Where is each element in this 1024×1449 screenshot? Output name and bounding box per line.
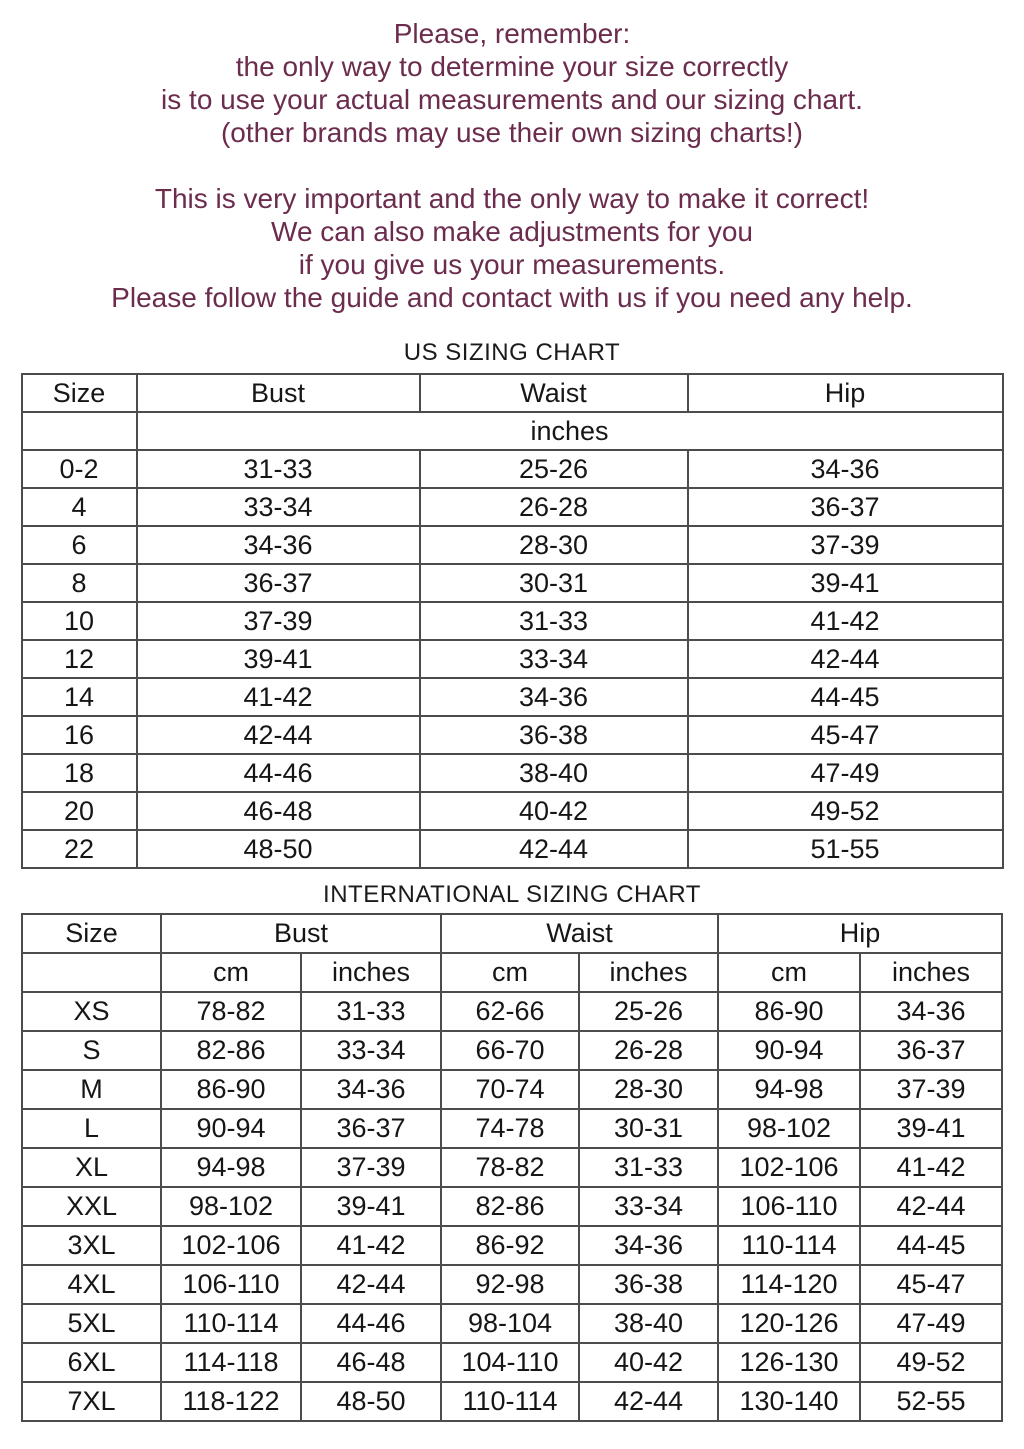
table-cell: 82-86 xyxy=(161,1031,301,1070)
table-row xyxy=(22,450,1003,488)
table-cell: 34-36 xyxy=(137,526,420,564)
table-cell: 5XL xyxy=(22,1304,161,1343)
us-units-label: inches xyxy=(137,412,1003,450)
table-cell: 104-110 xyxy=(441,1343,579,1382)
table-cell: 41-42 xyxy=(301,1226,441,1265)
us-table-body xyxy=(22,450,1003,868)
table-cell: 40-42 xyxy=(420,792,688,830)
table-cell: 4XL xyxy=(22,1265,161,1304)
table-cell: 78-82 xyxy=(161,992,301,1031)
table-cell: 44-45 xyxy=(860,1226,1002,1265)
intro-line: (other brands may use their own sizing charts!) xyxy=(220,117,804,148)
table-cell: 126-130 xyxy=(718,1343,860,1382)
table-row xyxy=(22,640,1003,678)
table-cell: 48-50 xyxy=(301,1382,441,1421)
table-cell: 51-55 xyxy=(688,830,1003,868)
us-table-units-row xyxy=(22,412,1003,450)
table-cell: 39-41 xyxy=(688,564,1003,602)
table-cell: 90-94 xyxy=(161,1109,301,1148)
table-cell: XL xyxy=(22,1148,161,1187)
table-cell: 31-33 xyxy=(579,1148,718,1187)
table-cell: 42-44 xyxy=(420,830,688,868)
table-row xyxy=(22,678,1003,716)
table-cell: 28-30 xyxy=(579,1070,718,1109)
table-cell: 86-90 xyxy=(718,992,860,1031)
table-cell: S xyxy=(22,1031,161,1070)
table-cell: 44-46 xyxy=(137,754,420,792)
table-cell: 47-49 xyxy=(860,1304,1002,1343)
table-cell: 6 xyxy=(22,526,137,564)
table-cell: 106-110 xyxy=(161,1265,301,1304)
intl-table-header-row xyxy=(22,914,1002,953)
intl-subheader-waist-cm: cm xyxy=(441,953,579,992)
table-cell: 90-94 xyxy=(718,1031,860,1070)
intro-line: the only way to determine your size correctly xyxy=(235,51,789,82)
table-cell: 25-26 xyxy=(420,450,688,488)
table-row xyxy=(22,602,1003,640)
table-cell: 94-98 xyxy=(161,1148,301,1187)
table-cell: 34-36 xyxy=(579,1226,718,1265)
table-cell: 39-41 xyxy=(301,1187,441,1226)
us-sizing-table xyxy=(21,373,1004,869)
table-cell: 26-28 xyxy=(420,488,688,526)
intro-paragraph-1 xyxy=(0,17,1024,149)
us-header-size: Size xyxy=(22,374,137,412)
table-cell: 31-33 xyxy=(301,992,441,1031)
table-row xyxy=(22,754,1003,792)
intl-subheader-hip-inches: inches xyxy=(860,953,1002,992)
table-cell: 130-140 xyxy=(718,1382,860,1421)
table-cell: 28-30 xyxy=(420,526,688,564)
table-cell: 37-39 xyxy=(688,526,1003,564)
us-table-header-row xyxy=(22,374,1003,412)
intl-table-subheader-row xyxy=(22,953,1002,992)
empty-cell xyxy=(22,412,137,450)
table-cell: 52-55 xyxy=(860,1382,1002,1421)
table-cell: 120-126 xyxy=(718,1304,860,1343)
table-cell: 74-78 xyxy=(441,1109,579,1148)
table-cell: 42-44 xyxy=(688,640,1003,678)
table-cell: 102-106 xyxy=(161,1226,301,1265)
table-row xyxy=(22,1187,1002,1226)
table-cell: 36-37 xyxy=(301,1109,441,1148)
intro-text xyxy=(0,17,1024,314)
table-cell: 41-42 xyxy=(137,678,420,716)
table-cell: 40-42 xyxy=(579,1343,718,1382)
us-header-waist: Waist xyxy=(420,374,688,412)
table-cell: 22 xyxy=(22,830,137,868)
table-cell: 30-31 xyxy=(579,1109,718,1148)
table-cell: 94-98 xyxy=(718,1070,860,1109)
table-row xyxy=(22,792,1003,830)
table-cell: 49-52 xyxy=(688,792,1003,830)
table-cell: 38-40 xyxy=(420,754,688,792)
intro-line: is to use your actual measurements and our sizing chart. xyxy=(161,84,863,115)
table-cell: 110-114 xyxy=(161,1304,301,1343)
table-cell: 86-92 xyxy=(441,1226,579,1265)
table-cell: 12 xyxy=(22,640,137,678)
table-cell: 86-90 xyxy=(161,1070,301,1109)
table-cell: 102-106 xyxy=(718,1148,860,1187)
table-cell: 114-118 xyxy=(161,1343,301,1382)
table-cell: 25-26 xyxy=(579,992,718,1031)
table-cell: 36-37 xyxy=(137,564,420,602)
table-cell: 8 xyxy=(22,564,137,602)
table-cell: 78-82 xyxy=(441,1148,579,1187)
intro-line: Please follow the guide and contact with us if you need any help. xyxy=(111,282,913,313)
table-cell: 110-114 xyxy=(441,1382,579,1421)
table-cell: 98-102 xyxy=(718,1109,860,1148)
table-cell: 45-47 xyxy=(688,716,1003,754)
table-cell: 37-39 xyxy=(301,1148,441,1187)
intl-chart-title: INTERNATIONAL SIZING CHART xyxy=(323,881,701,908)
empty-cell xyxy=(22,953,161,992)
us-header-hip: Hip xyxy=(688,374,1003,412)
table-cell: 34-36 xyxy=(688,450,1003,488)
table-row xyxy=(22,564,1003,602)
us-header-bust: Bust xyxy=(137,374,420,412)
table-cell: 82-86 xyxy=(441,1187,579,1226)
intro-line: This is very important and the only way to make it correct! xyxy=(154,183,870,214)
table-cell: 42-44 xyxy=(860,1187,1002,1226)
table-cell: 37-39 xyxy=(860,1070,1002,1109)
table-row xyxy=(22,716,1003,754)
table-cell: 44-45 xyxy=(688,678,1003,716)
intl-subheader-bust-inches: inches xyxy=(301,953,441,992)
table-cell: 106-110 xyxy=(718,1187,860,1226)
table-row xyxy=(22,526,1003,564)
table-cell: 46-48 xyxy=(137,792,420,830)
table-cell: 30-31 xyxy=(420,564,688,602)
table-cell: 34-36 xyxy=(301,1070,441,1109)
table-cell: 110-114 xyxy=(718,1226,860,1265)
table-cell: L xyxy=(22,1109,161,1148)
table-row xyxy=(22,1304,1002,1343)
table-row xyxy=(22,1382,1002,1421)
table-row xyxy=(22,1226,1002,1265)
table-cell: 7XL xyxy=(22,1382,161,1421)
table-cell: 46-48 xyxy=(301,1343,441,1382)
table-row xyxy=(22,1031,1002,1070)
intro-line: Please, remember: xyxy=(393,18,631,49)
table-cell: 47-49 xyxy=(688,754,1003,792)
intl-header-bust: Bust xyxy=(161,914,441,953)
table-cell: 31-33 xyxy=(420,602,688,640)
intl-subheader-waist-inches: inches xyxy=(579,953,718,992)
table-cell: 45-47 xyxy=(860,1265,1002,1304)
table-cell: 26-28 xyxy=(579,1031,718,1070)
intl-header-hip: Hip xyxy=(718,914,1002,953)
table-cell: 41-42 xyxy=(860,1148,1002,1187)
table-row xyxy=(22,1343,1002,1382)
table-row xyxy=(22,992,1002,1031)
table-cell: XXL xyxy=(22,1187,161,1226)
table-cell: 16 xyxy=(22,716,137,754)
intl-header-size: Size xyxy=(22,914,161,953)
table-row xyxy=(22,830,1003,868)
table-row xyxy=(22,1109,1002,1148)
table-cell: 66-70 xyxy=(441,1031,579,1070)
table-cell: 33-34 xyxy=(137,488,420,526)
table-cell: 41-42 xyxy=(688,602,1003,640)
table-cell: 42-44 xyxy=(137,716,420,754)
intl-subheader-hip-cm: cm xyxy=(718,953,860,992)
table-cell: 62-66 xyxy=(441,992,579,1031)
table-cell: 33-34 xyxy=(579,1187,718,1226)
table-cell: 34-36 xyxy=(420,678,688,716)
table-cell: 34-36 xyxy=(860,992,1002,1031)
table-cell: XS xyxy=(22,992,161,1031)
table-cell: 10 xyxy=(22,602,137,640)
table-cell: 42-44 xyxy=(579,1382,718,1421)
table-cell: 18 xyxy=(22,754,137,792)
table-cell: 33-34 xyxy=(301,1031,441,1070)
table-cell: 98-104 xyxy=(441,1304,579,1343)
table-row xyxy=(22,1265,1002,1304)
table-cell: 6XL xyxy=(22,1343,161,1382)
table-cell: 3XL xyxy=(22,1226,161,1265)
table-cell: 36-38 xyxy=(579,1265,718,1304)
table-cell: M xyxy=(22,1070,161,1109)
intl-table-body xyxy=(22,992,1002,1421)
table-cell: 42-44 xyxy=(301,1265,441,1304)
table-cell: 14 xyxy=(22,678,137,716)
intro-line: if you give us your measurements. xyxy=(298,249,726,280)
table-cell: 70-74 xyxy=(441,1070,579,1109)
table-cell: 39-41 xyxy=(860,1109,1002,1148)
table-cell: 36-38 xyxy=(420,716,688,754)
table-cell: 36-37 xyxy=(688,488,1003,526)
table-row xyxy=(22,1070,1002,1109)
table-cell: 49-52 xyxy=(860,1343,1002,1382)
table-cell: 37-39 xyxy=(137,602,420,640)
table-row xyxy=(22,488,1003,526)
table-cell: 4 xyxy=(22,488,137,526)
table-cell: 114-120 xyxy=(718,1265,860,1304)
intl-subheader-bust-cm: cm xyxy=(161,953,301,992)
table-cell: 31-33 xyxy=(137,450,420,488)
international-sizing-table xyxy=(21,913,1003,1422)
table-cell: 0-2 xyxy=(22,450,137,488)
intro-paragraph-2 xyxy=(0,182,1024,314)
table-cell: 48-50 xyxy=(137,830,420,868)
table-cell: 92-98 xyxy=(441,1265,579,1304)
table-cell: 36-37 xyxy=(860,1031,1002,1070)
table-row xyxy=(22,1148,1002,1187)
table-cell: 98-102 xyxy=(161,1187,301,1226)
table-cell: 33-34 xyxy=(420,640,688,678)
intl-header-waist: Waist xyxy=(441,914,718,953)
table-cell: 20 xyxy=(22,792,137,830)
us-chart-title: US SIZING CHART xyxy=(403,339,621,366)
table-cell: 118-122 xyxy=(161,1382,301,1421)
table-cell: 38-40 xyxy=(579,1304,718,1343)
intro-line: We can also make adjustments for you xyxy=(271,216,753,247)
table-cell: 44-46 xyxy=(301,1304,441,1343)
table-cell: 39-41 xyxy=(137,640,420,678)
